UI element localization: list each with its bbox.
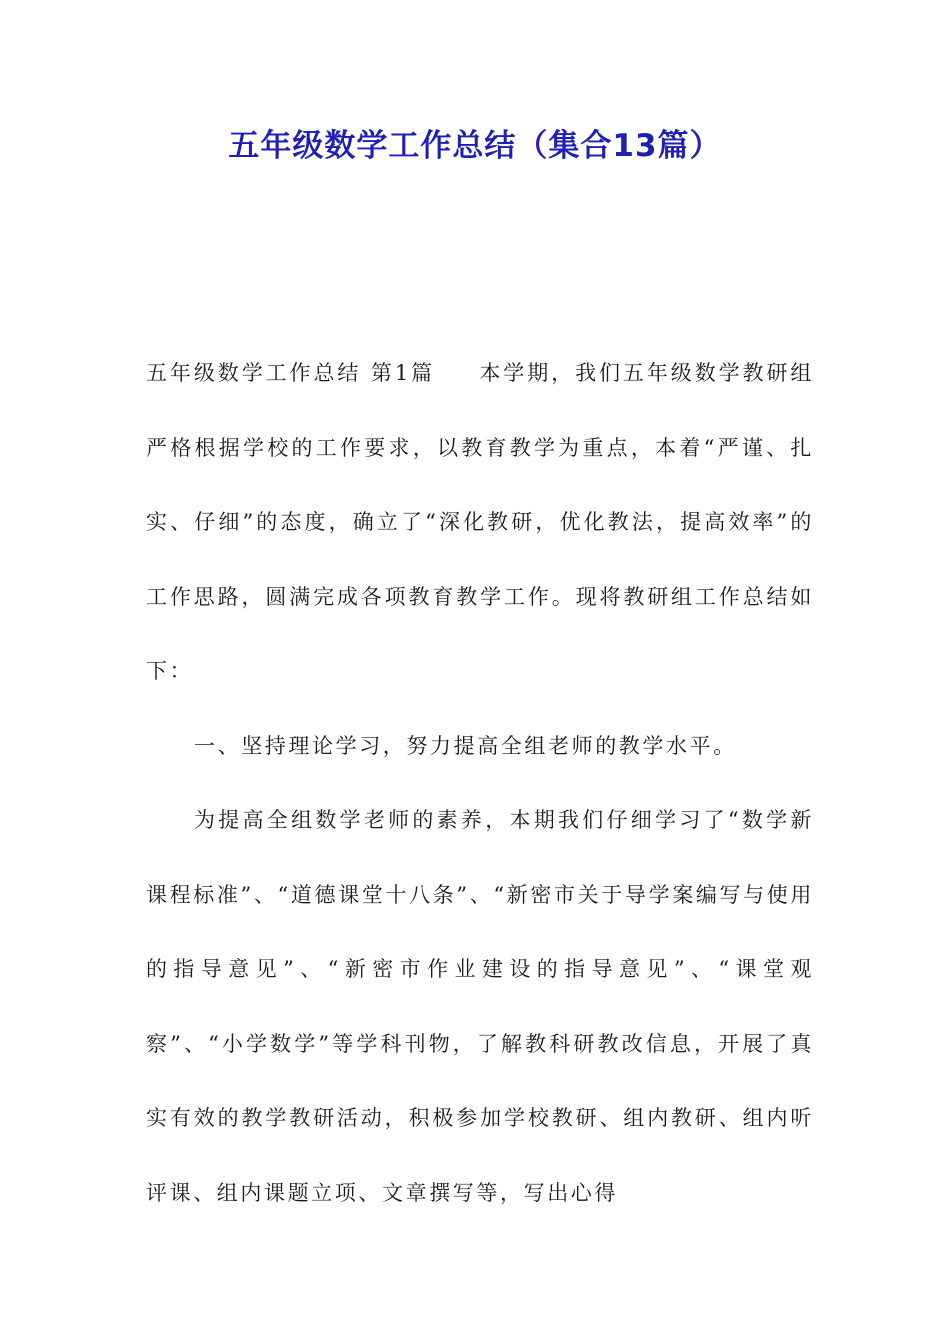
section-one-heading: 一、坚持理论学习，努力提高全组老师的教学水平。: [194, 733, 737, 758]
section-one-paragraph: 为提高全组数学老师的素养，本期我们仔细学习了“数学新课程标准”、“道德课堂十八条”、“新密市关于导学案编写与使用的指导意见”、“新密市作业建设的指导意见”、“课堂观察”、“小学数学”等学科刊物，了解教科研教改信息，开展了真实有效的教学教研活动，积极参加学校教研、组内教研、组内听评课、组内课题立项、文章撰写等，写出心得: [146, 808, 814, 1205]
document-body: [146, 336, 814, 1230]
first-heading: 五年级数学工作总结 第1篇: [146, 361, 436, 385]
intro-paragraph: [146, 336, 814, 709]
intro-text: 本学期，我们五年级数学教研组严格根据学校的工作要求，以教育教学为重点，本着“严谨、扎实、仔细”的态度，确立了“深化教研，优化教法，提高效率”的工作思路，圆满完成各项教育教学工作。现将教研组工作总结如下：: [146, 361, 814, 683]
document-title: 五年级数学工作总结（集合13篇）: [228, 128, 722, 164]
